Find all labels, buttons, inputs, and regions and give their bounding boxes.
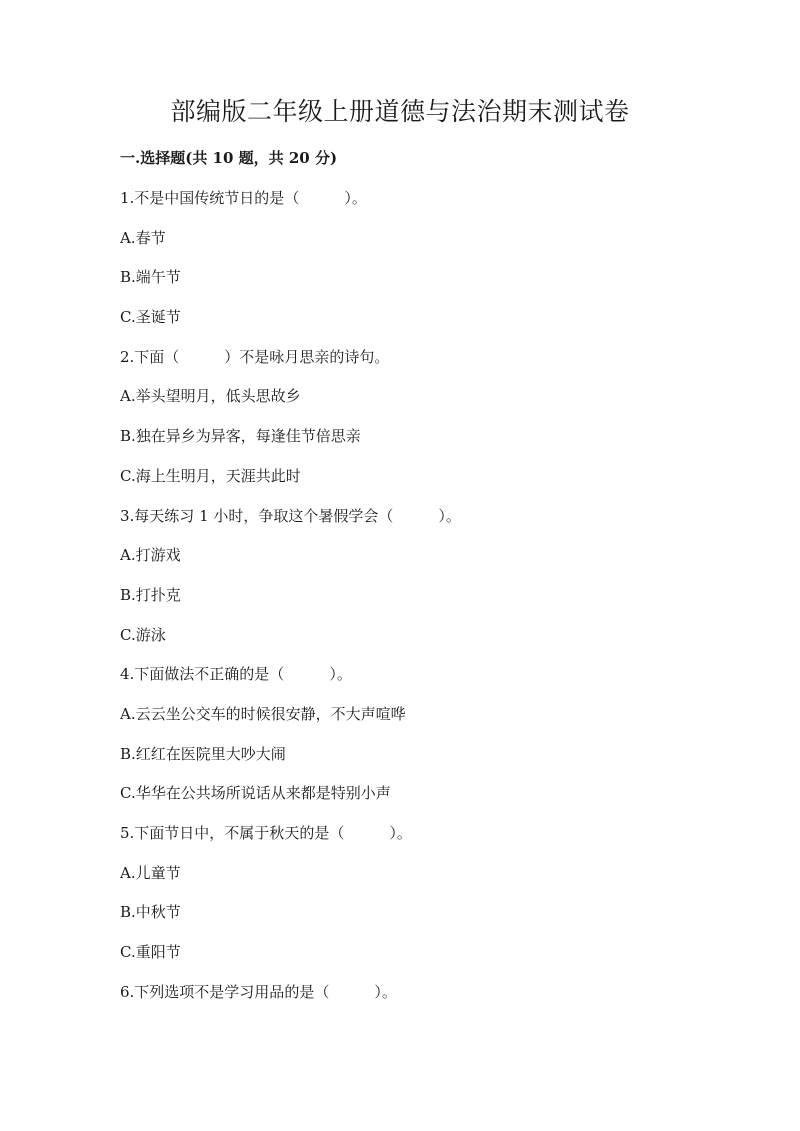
question-stem: 4.下面做法不正确的是（ ）。: [120, 665, 352, 684]
answer-option: C.圣诞节: [120, 308, 181, 327]
answer-option: C.海上生明月，天涯共此时: [120, 466, 301, 485]
document-title: 部编版二年级上册道德与法治期末测试卷: [170, 97, 630, 126]
question-stem: 5.下面节日中，不属于秋天的是（ ）。: [120, 824, 412, 842]
question-stem: 6.下列选项不是学习用品的是（ ）。: [120, 982, 397, 1001]
answer-option: A.云云坐公交车的时候很安静，不大声喧哗: [120, 704, 406, 723]
question-stem: 1.不是中国传统节日的是（ ）。: [120, 189, 367, 207]
answer-option: C.游泳: [120, 625, 166, 644]
answer-option: C.华华在公共场所说话从来都是特别小声: [120, 784, 391, 803]
answer-option: B.端午节: [120, 268, 181, 287]
answer-option: B.打扑克: [120, 585, 181, 604]
answer-option: B.红红在医院里大吵大闹: [120, 744, 286, 763]
answer-option: C.重阳节: [120, 943, 181, 962]
answer-option: A.儿童节: [120, 863, 181, 882]
question-list: [120, 186, 720, 1019]
answer-option: A.打游戏: [120, 546, 181, 565]
question-stem: 3.每天练习 1 小时，争取这个暑假学会（ ）。: [120, 506, 461, 525]
answer-option: B.独在异乡为异客，每逢佳节倍思亲: [120, 427, 361, 446]
question-stem: 2.下面（ ）不是咏月思亲的诗句。: [120, 347, 390, 366]
section-heading: 一.选择题(共 10 题，共 20 分): [120, 149, 338, 167]
answer-option: A.举头望明月，低头思故乡: [120, 387, 301, 406]
answer-option: A.春节: [120, 228, 166, 247]
answer-option: B.中秋节: [120, 903, 181, 922]
